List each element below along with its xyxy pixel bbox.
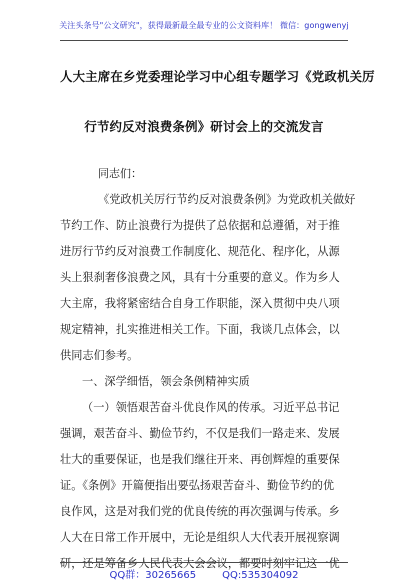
body-line: 节约工作、防止浪费行为提供了总依据和总遵循，对于推	[60, 219, 340, 232]
body-line: 强调，艰苦奋斗、勤俭节约，不仅是我们一路走来、发展	[60, 427, 340, 440]
body-line: 壮大的重要保证，也是我们继往开来、再创辉煌的重要保	[60, 453, 340, 466]
body-line: 良作风，这是对我们党的优良传统的再次强调与传承。乡	[60, 505, 340, 518]
footer	[0, 566, 408, 581]
footer-divider	[60, 562, 348, 563]
header-banner: 关注头条号"公文研究"，获得最新最全最专业的公文资料库！ 微信：gongwenyj	[59, 21, 349, 30]
body-line: 《党政机关厉行节约反对浪费条例》为党政机关做好	[98, 193, 356, 206]
body-line: 头上狠刹奢侈浪费之风，具有十分重要的意义。作为乡人	[60, 271, 340, 284]
body-line: 供同志们参考。	[60, 349, 139, 362]
salutation: 同志们：	[98, 167, 142, 180]
body-line: 进厉行节约反对浪费工作制度化、规范化、程序化，从源	[60, 245, 340, 258]
body-line: 证。《条例》开篇便指出要弘扬艰苦奋斗、勤俭节约的优	[60, 479, 335, 492]
footer-qq: QQ:535304092	[222, 570, 299, 581]
body-line: （一）领悟艰苦奋斗优良作风的传承。习近平总书记	[82, 401, 340, 414]
document-title-line-1: 人大主席在乡党委理论学习中心组专题学习《党政机关厉	[60, 69, 375, 84]
body-line: 研，还是筹备乡人民代表大会会议，都要时刻牢记这一优	[60, 557, 340, 570]
body-line: 大主席，我将紧密结合自身工作职能，深入贯彻中央八项	[60, 297, 340, 310]
body-line: 人大在日常工作开展中，无论是组织人大代表开展视察调	[60, 531, 340, 544]
header-divider	[60, 40, 348, 41]
document-title-line-2: 行节约反对浪费条例》研讨会上的交流发言	[84, 119, 324, 134]
section-heading: 一、深学细悟，领会条例精神实质	[82, 375, 250, 388]
footer-qq-group: QQ群：30265665	[109, 570, 197, 581]
body-line: 规定精神，扎实推进相关工作。下面，我谈几点体会，以	[60, 323, 340, 336]
